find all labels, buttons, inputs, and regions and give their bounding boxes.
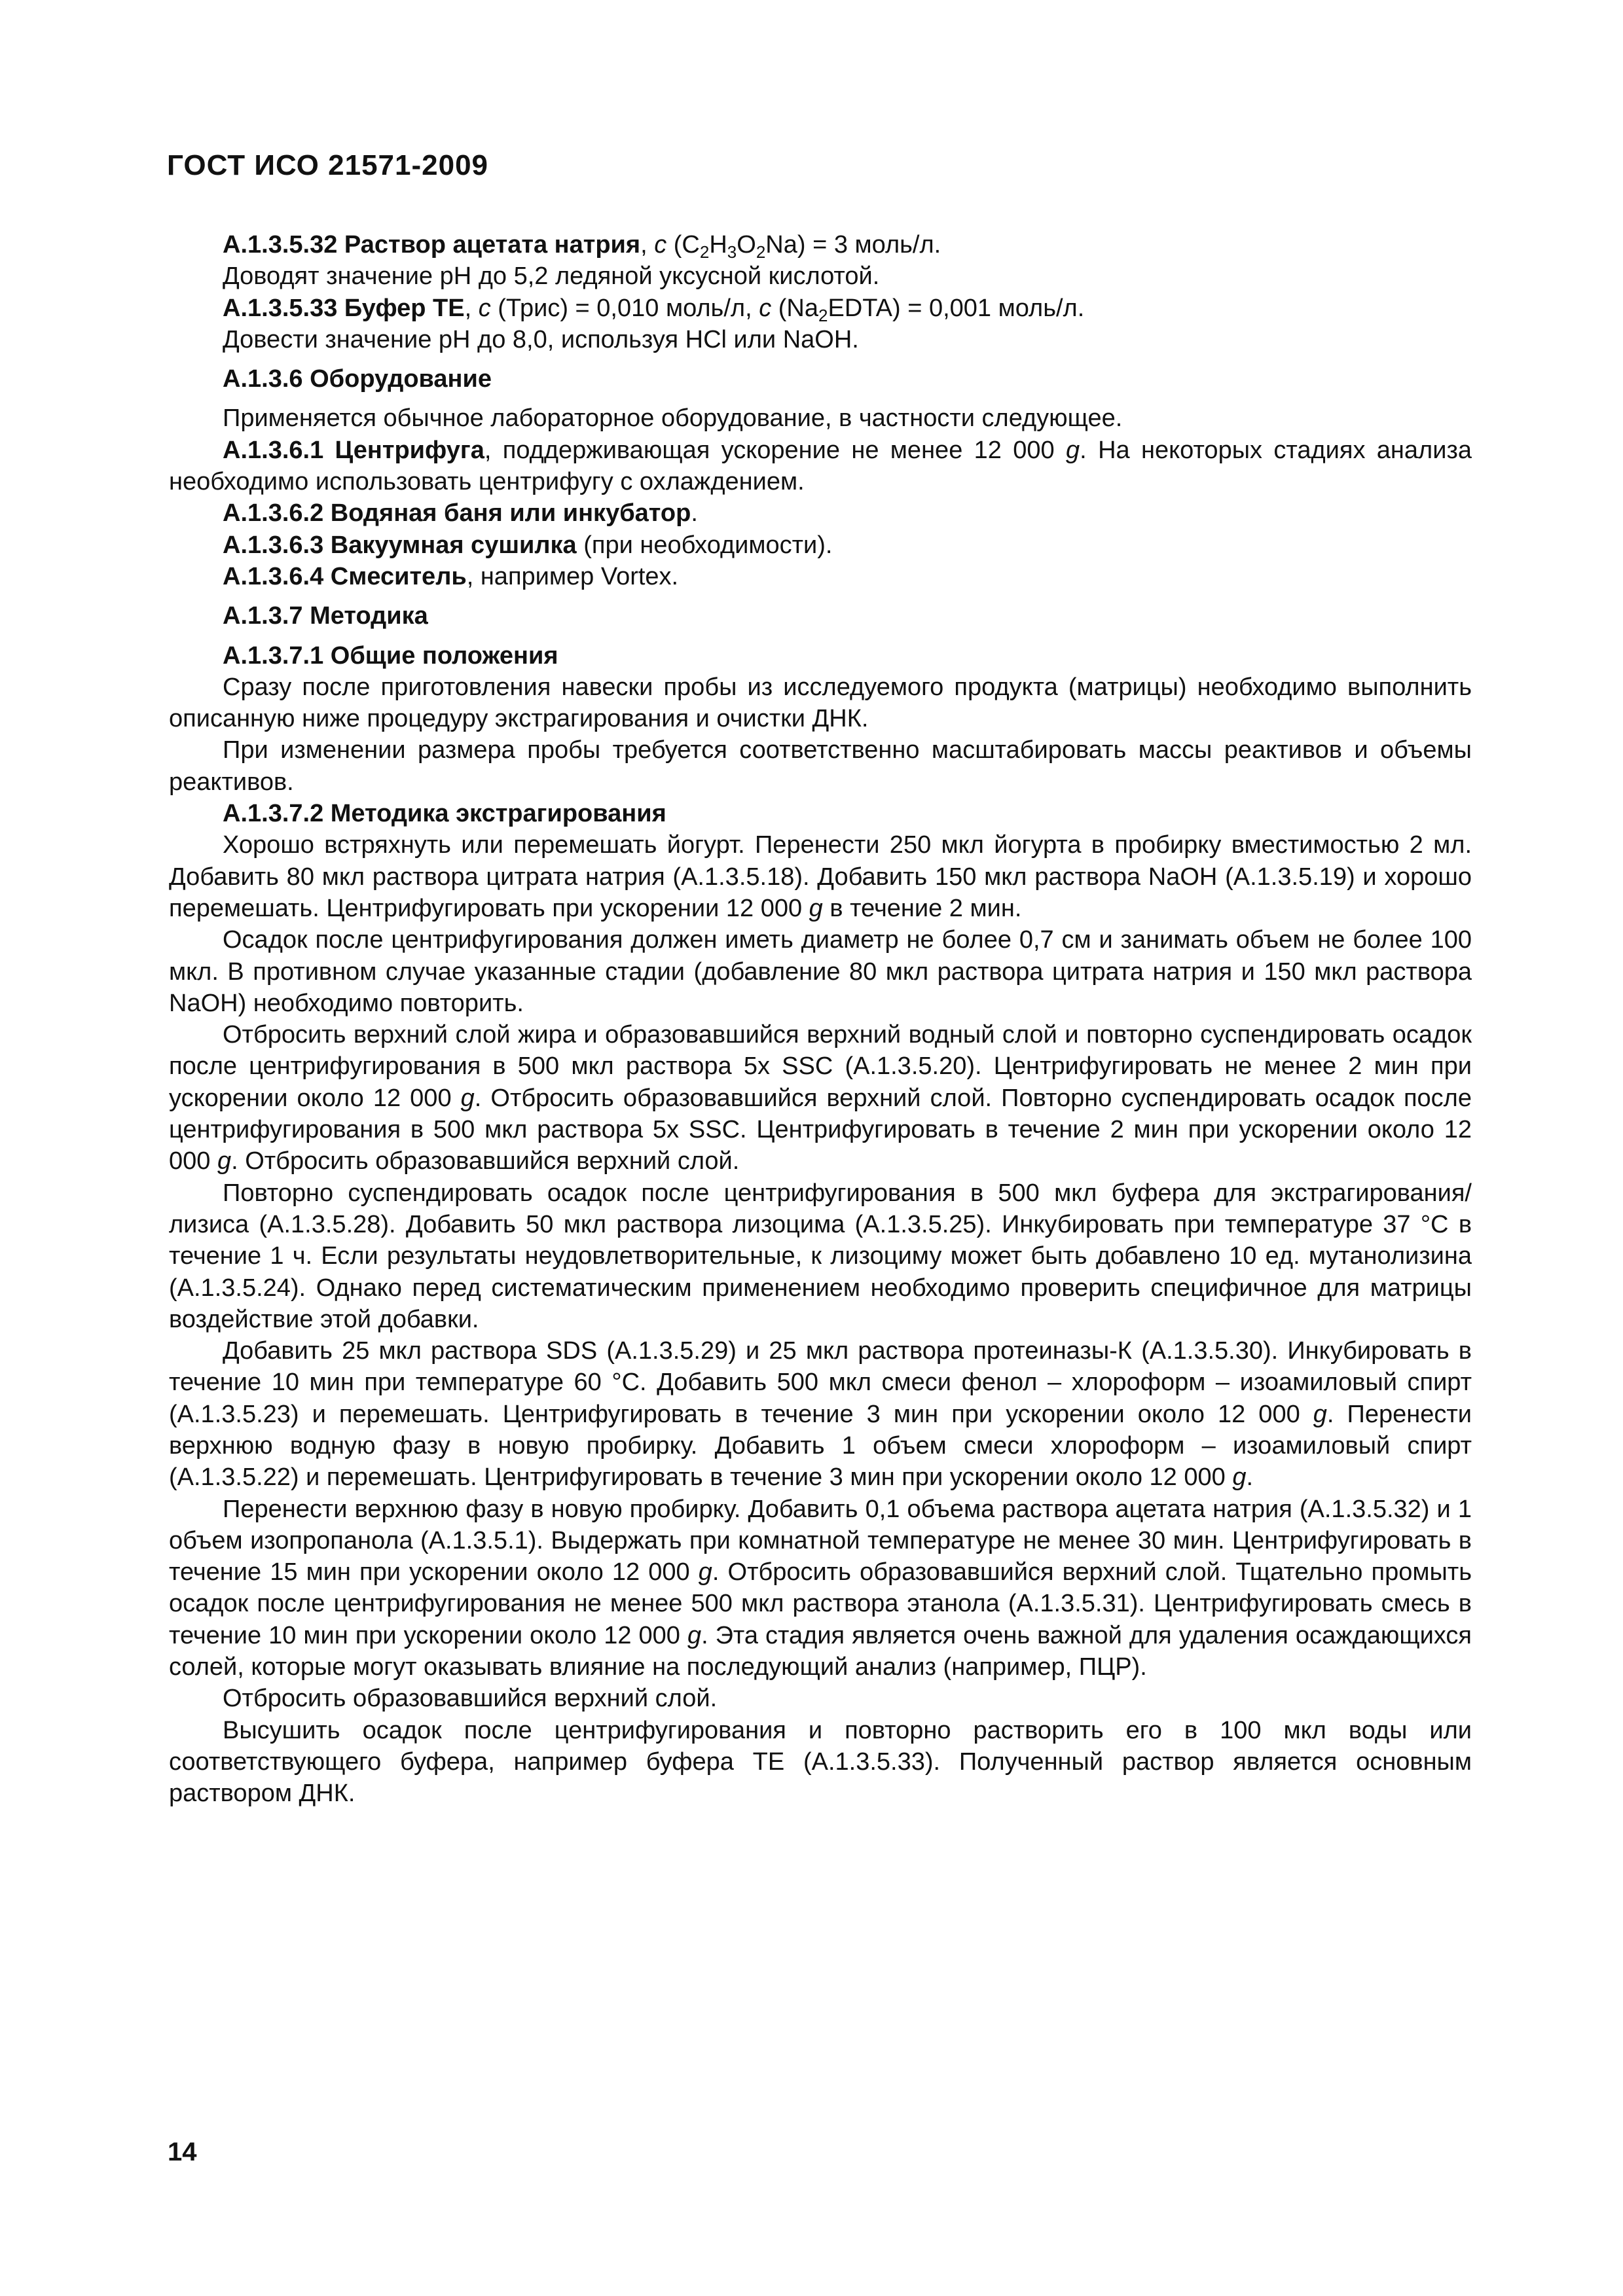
page-number: 14 [168, 2138, 197, 2166]
paragraph-general-1: Сразу после приготовления навески пробы из исследуемого продукта (матрицы) необходимо выполнить описанную ниже процедуру экстрагирования и очистки ДНК. [169, 673, 1472, 733]
paragraph-extraction-5: Добавить 25 мкл раствора SDS (А.1.3.5.29) и 25 мкл раствора протеиназы-К (А.1.3.5.30). Инкубировать в течение 10 мин при температуре 60 °С. Добавить 500 мкл смеси фенол – хлороформ – изоамиловый спирт (А.1.3.5.23) и перемешать. Центрифугировать в течение 3 мин при ускорении около 12 000 g. Перенести верхнюю водную фазу в новую пробирку. Добавить 1 объем смеси хлороформ – изоамиловый спирт (А.1.3.5.22) и перемешать. Центрифугировать в течение 3 мин при ускорении около 12 000 g. [169, 1337, 1472, 1492]
paragraph-equipment-intro: Применяется обычное лабораторное оборудование, в частности следующее. [223, 404, 1123, 433]
paragraph-extraction-4: Повторно суспендировать осадок после центрифугирования в 500 мкл буфера для экстрагирования/лизиса (А.1.3.5.28). Добавить 50 мкл раствора лизоцима (А.1.3.5.25). Инкубировать при температуре 37 °С в течение 1 ч. Если результаты неудовлетворительные, к лизоциму может быть добавлено 10 ед. мутанолизина (А.1.3.5.24). Однако перед систематическим применением необходимо проверить специфичное для матрицы воздействие этой добавки. [169, 1179, 1472, 1333]
paragraph-extraction-1: Хорошо встряхнуть или перемешать йогурт. Перенести 250 мкл йогурта в пробирку вместимостью 2 мл. Добавить 80 мкл раствора цитрата натрия (А.1.3.5.18). Добавить 150 мкл раствора NaOH (А.1.3.5.19) и хорошо перемешать. Центрифугировать при ускорении 12 000 g в течение 2 мин. [169, 831, 1472, 922]
section-heading-general: А.1.3.7.1 Общие положения [223, 641, 558, 670]
paragraph-vacuum-dryer: А.1.3.6.3 Вакуумная сушилка (при необходимости). [223, 531, 833, 559]
paragraph-ph-adjust-te: Довести значение рН до 8,0, используя HCl или NaOH. [223, 325, 859, 353]
paragraph-extraction-2: Осадок после центрифугирования должен иметь диаметр не более 0,7 см и занимать объем не более 100 мкл. В противном случае указанные стадии (добавление 80 мкл раствора цитрата натрия и 150 мкл раствора NaOH) необходимо повторить. [169, 926, 1472, 1017]
paragraph-centrifuge: А.1.3.6.1 Центрифуга, поддерживающая ускорение не менее 12 000 g. На некоторых стадиях анализа необходимо использовать центрифугу с охлаждением. [169, 436, 1472, 496]
clause-title: Буфер ТЕ [344, 294, 465, 322]
paragraph-extraction-7: Отбросить образовавшийся верхний слой. [223, 1685, 718, 1713]
paragraph-water-bath: А.1.3.6.2 Водяная баня или инкубатор. [223, 499, 698, 528]
document-body [169, 229, 1472, 1810]
paragraph-te-buffer: А.1.3.5.33 Буфер ТЕ, c (Трис) = 0,010 моль/л, c $(Na_2EDTA) = 0,001$ моль/л. [223, 294, 1085, 325]
paragraph-ph-adjust: Доводят значение рН до 5,2 ледяной уксусной кислотой. [223, 262, 880, 291]
clause-title: Раствор ацетата натрия [344, 231, 641, 259]
paragraph-extraction-6: Перенести верхнюю фазу в новую пробирку. Добавить 0,1 объема раствора ацетата натрия (А.1.3.5.32) и 1 объем изопропанола (А.1.3.5.1). Выдержать при комнатной температуре не менее 30 мин. Центрифугировать в течение 15 мин при ускорении около 12 000 g. Отбросить образовавшийся верхний слой. Тщательно промыть осадок после центрифугирования не менее 500 мкл раствора этанола (А.1.3.5.31). Центрифугировать смесь в течение 10 мин при ускорении около 12 000 g. Эта стадия является очень важной для удаления осаждающихся солей, которые могут оказывать влияние на последующий анализ (например, ПЦР). [169, 1495, 1472, 1681]
section-heading-equipment: А.1.3.6 Оборудование [223, 365, 492, 393]
paragraph-extraction-8: Высушить осадок после центрифугирования и повторно растворить его в 100 мкл воды или соответствующего буфера, например буфера ТЕ (А.1.3.5.33). Полученный раствор является основным раствором ДНК. [169, 1716, 1472, 1808]
section-heading-method: А.1.3.7 Методика [223, 602, 428, 630]
document-header: ГОСТ ИСО 21571-2009 [167, 149, 489, 181]
paragraph-sodium-acetate: А.1.3.5.32 Раствор ацетата натрия, c $(C_2H_3O_2Na) = 3$ моль/л. [223, 231, 941, 262]
paragraph-mixer: А.1.3.6.4 Смеситель, например Vortex. [223, 562, 679, 590]
section-heading-extraction: А.1.3.7.2 Методика экстрагирования [223, 800, 666, 828]
clause-id: А.1.3.5.32 [223, 231, 338, 259]
paragraph-extraction-3: Отбросить верхний слой жира и образовавшийся верхний водный слой и повторно суспендировать осадок после центрифугирования в 500 мкл раствора 5x SSC (А.1.3.5.20). Центрифугировать не менее 2 мин при ускорении около 12 000 g. Отбросить образовавшийся верхний слой. Повторно суспендировать осадок после центрифугирования в 500 мкл раствора 5x SSC. Центрифугировать в течение 2 мин при ускорении около 12 000 g. Отбросить образовавшийся верхний слой. [169, 1021, 1472, 1175]
paragraph-general-2: При изменении размера пробы требуется соответственно масштабировать массы реактивов и объемы реактивов. [169, 736, 1472, 796]
clause-id: А.1.3.5.33 [223, 294, 338, 322]
